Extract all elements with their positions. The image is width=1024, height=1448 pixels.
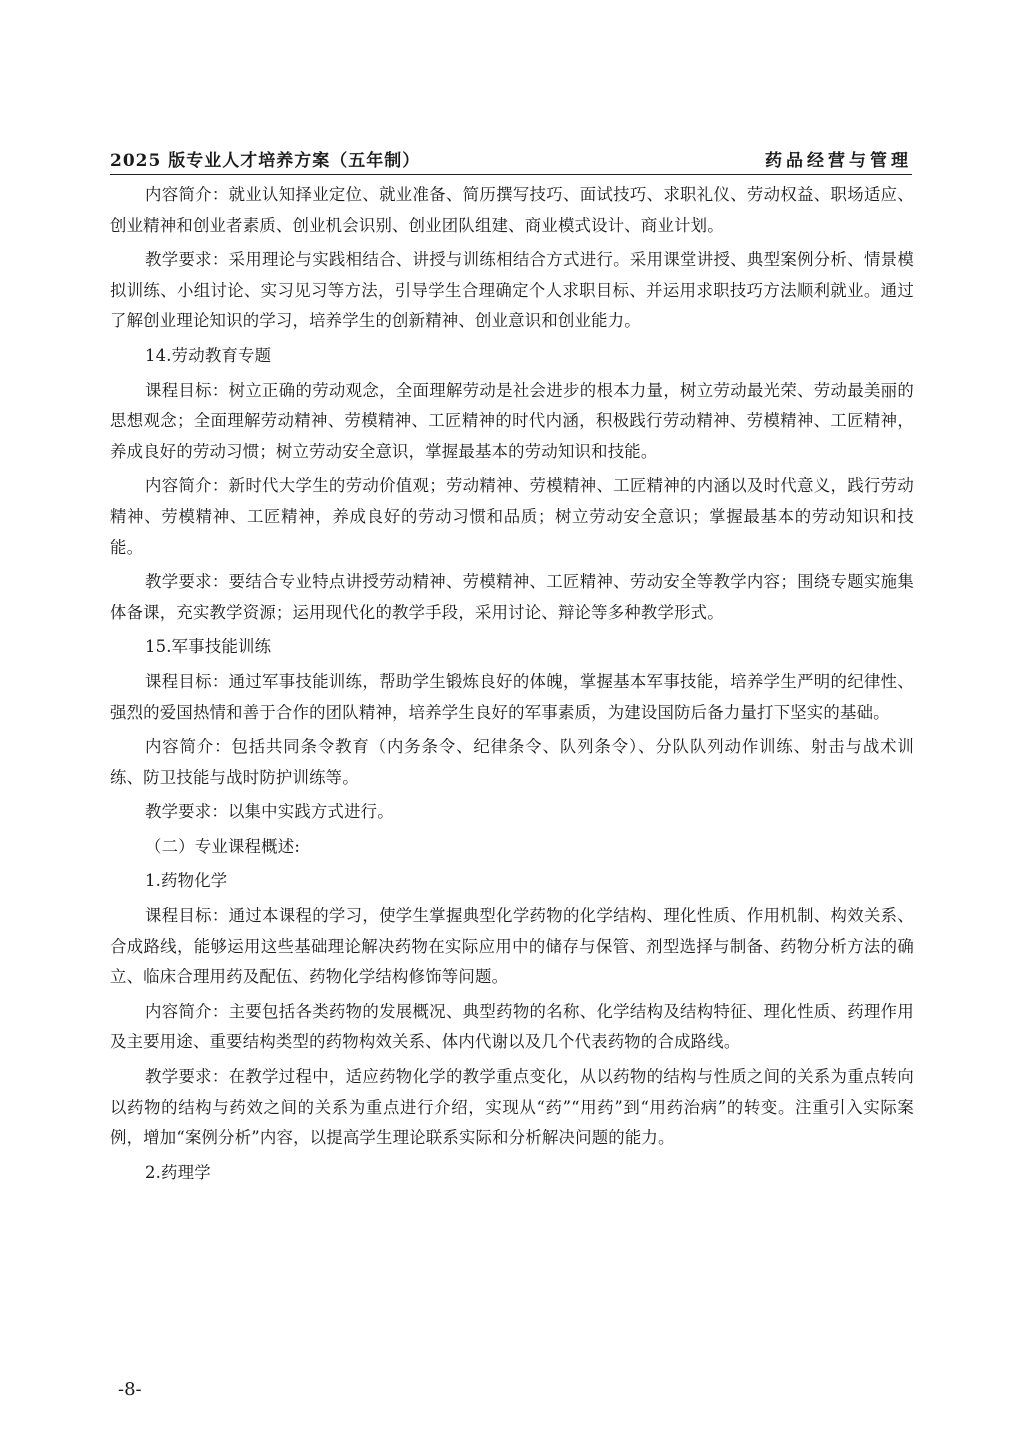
section-heading-professional-courses: （二）专业课程概述: <box>145 836 301 856</box>
section-heading-labor-education: 14.劳动教育专题 <box>145 345 272 365</box>
header-divider <box>110 174 912 175</box>
chemistry-content-summary: 内容简介：主要包括各类药物的发展概况、典型药物的名称、化学结构及结构特征、理化性质、药理作用及主要用途、重要结构类型的药物构效关系、体内代谢以及几个代表药物的合成路线。 <box>110 1001 914 1052</box>
section-heading-pharmacology: 2.药理学 <box>145 1162 211 1182</box>
military-course-objectives: 课程目标：通过军事技能训练，帮助学生锻炼良好的体魄，掌握基本军事技能，培养学生严明的纪律性、强烈的爱国热情和善于合作的团队精神，培养学生良好的军事素质，为建设国防后备力量打下坚实的基础。 <box>110 671 914 722</box>
chemistry-teaching-requirements: 教学要求：在教学过程中，适应药物化学的教学重点变化，从以药物的结构与性质之间的关系为重点转向以药物的结构与药效之间的关系为重点进行介绍，实现从“药”“用药”到“用药治病”的转变。注重引入实际案例，增加“案例分析”内容，以提高学生理论联系实际和分析解决问题的能力。 <box>110 1067 914 1148</box>
employment-teaching-requirements: 教学要求：采用理论与实践相结合、讲授与训练相结合方式进行。采用课堂讲授、典型案例分析、情景模拟训练、小组讨论、实习见习等方法，引导学生合理确定个人求职目标、并运用求职技巧方法顺利就业。通过了解创业理论知识的学习，培养学生的创新精神、创业意识和创业能力。 <box>110 250 914 331</box>
page-number: -8- <box>118 1379 142 1400</box>
chemistry-course-objectives: 课程目标：通过本课程的学习，使学生掌握典型化学药物的化学结构、理化性质、作用机制、构效关系、合成路线，能够运用这些基础理论解决药物在实际应用中的储存与保管、剂型选择与制备、药物分析方法的确立、临床合理用药及配伍、药物化学结构修饰等问题。 <box>110 906 914 987</box>
labor-content-summary: 内容简介：新时代大学生的劳动价值观；劳动精神、劳模精神、工匠精神的内涵以及时代意义，践行劳动精神、劳模精神、工匠精神，养成良好的劳动习惯和品质；树立劳动安全意识；掌握最基本的劳动知识和技能。 <box>110 476 914 557</box>
header-major-title: 药品经营与管理 <box>765 151 912 171</box>
body-content <box>110 180 914 1192</box>
header-document-title: 2025 版专业人才培养方案（五年制） <box>110 151 421 171</box>
labor-teaching-requirements: 教学要求：要结合专业特点讲授劳动精神、劳模精神、工匠精神、劳动安全等教学内容；围绕专题实施集体备课，充实教学资源；运用现代化的教学手段，采用讨论、辩论等多种教学形式。 <box>110 572 914 622</box>
labor-course-objectives: 课程目标：树立正确的劳动观念，全面理解劳动是社会进步的根本力量，树立劳动最光荣、劳动最美丽的思想观念；全面理解劳动精神、劳模精神、工匠精神的时代内涵，积极践行劳动精神、劳模精神、工匠精神，养成良好的劳动习惯；树立劳动安全意识，掌握最基本的劳动知识和技能。 <box>110 380 914 461</box>
military-content-summary: 内容简介：包括共同条令教育（内务条令、纪律条令、队列条令）、分队队列动作训练、射击与战术训练、防卫技能与战时防护训练等。 <box>110 737 914 787</box>
section-heading-military-training: 15.军事技能训练 <box>145 637 272 657</box>
military-teaching-requirements: 教学要求：以集中实践方式进行。 <box>145 802 394 822</box>
page-header <box>110 146 912 170</box>
section-heading-medicinal-chemistry: 1.药物化学 <box>145 871 228 891</box>
employment-content-summary: 内容简介：就业认知择业定位、就业准备、简历撰写技巧、面试技巧、求职礼仪、劳动权益、职场适应、创业精神和创业者素质、创业机会识别、创业团队组建、商业模式设计、商业计划。 <box>110 185 914 235</box>
